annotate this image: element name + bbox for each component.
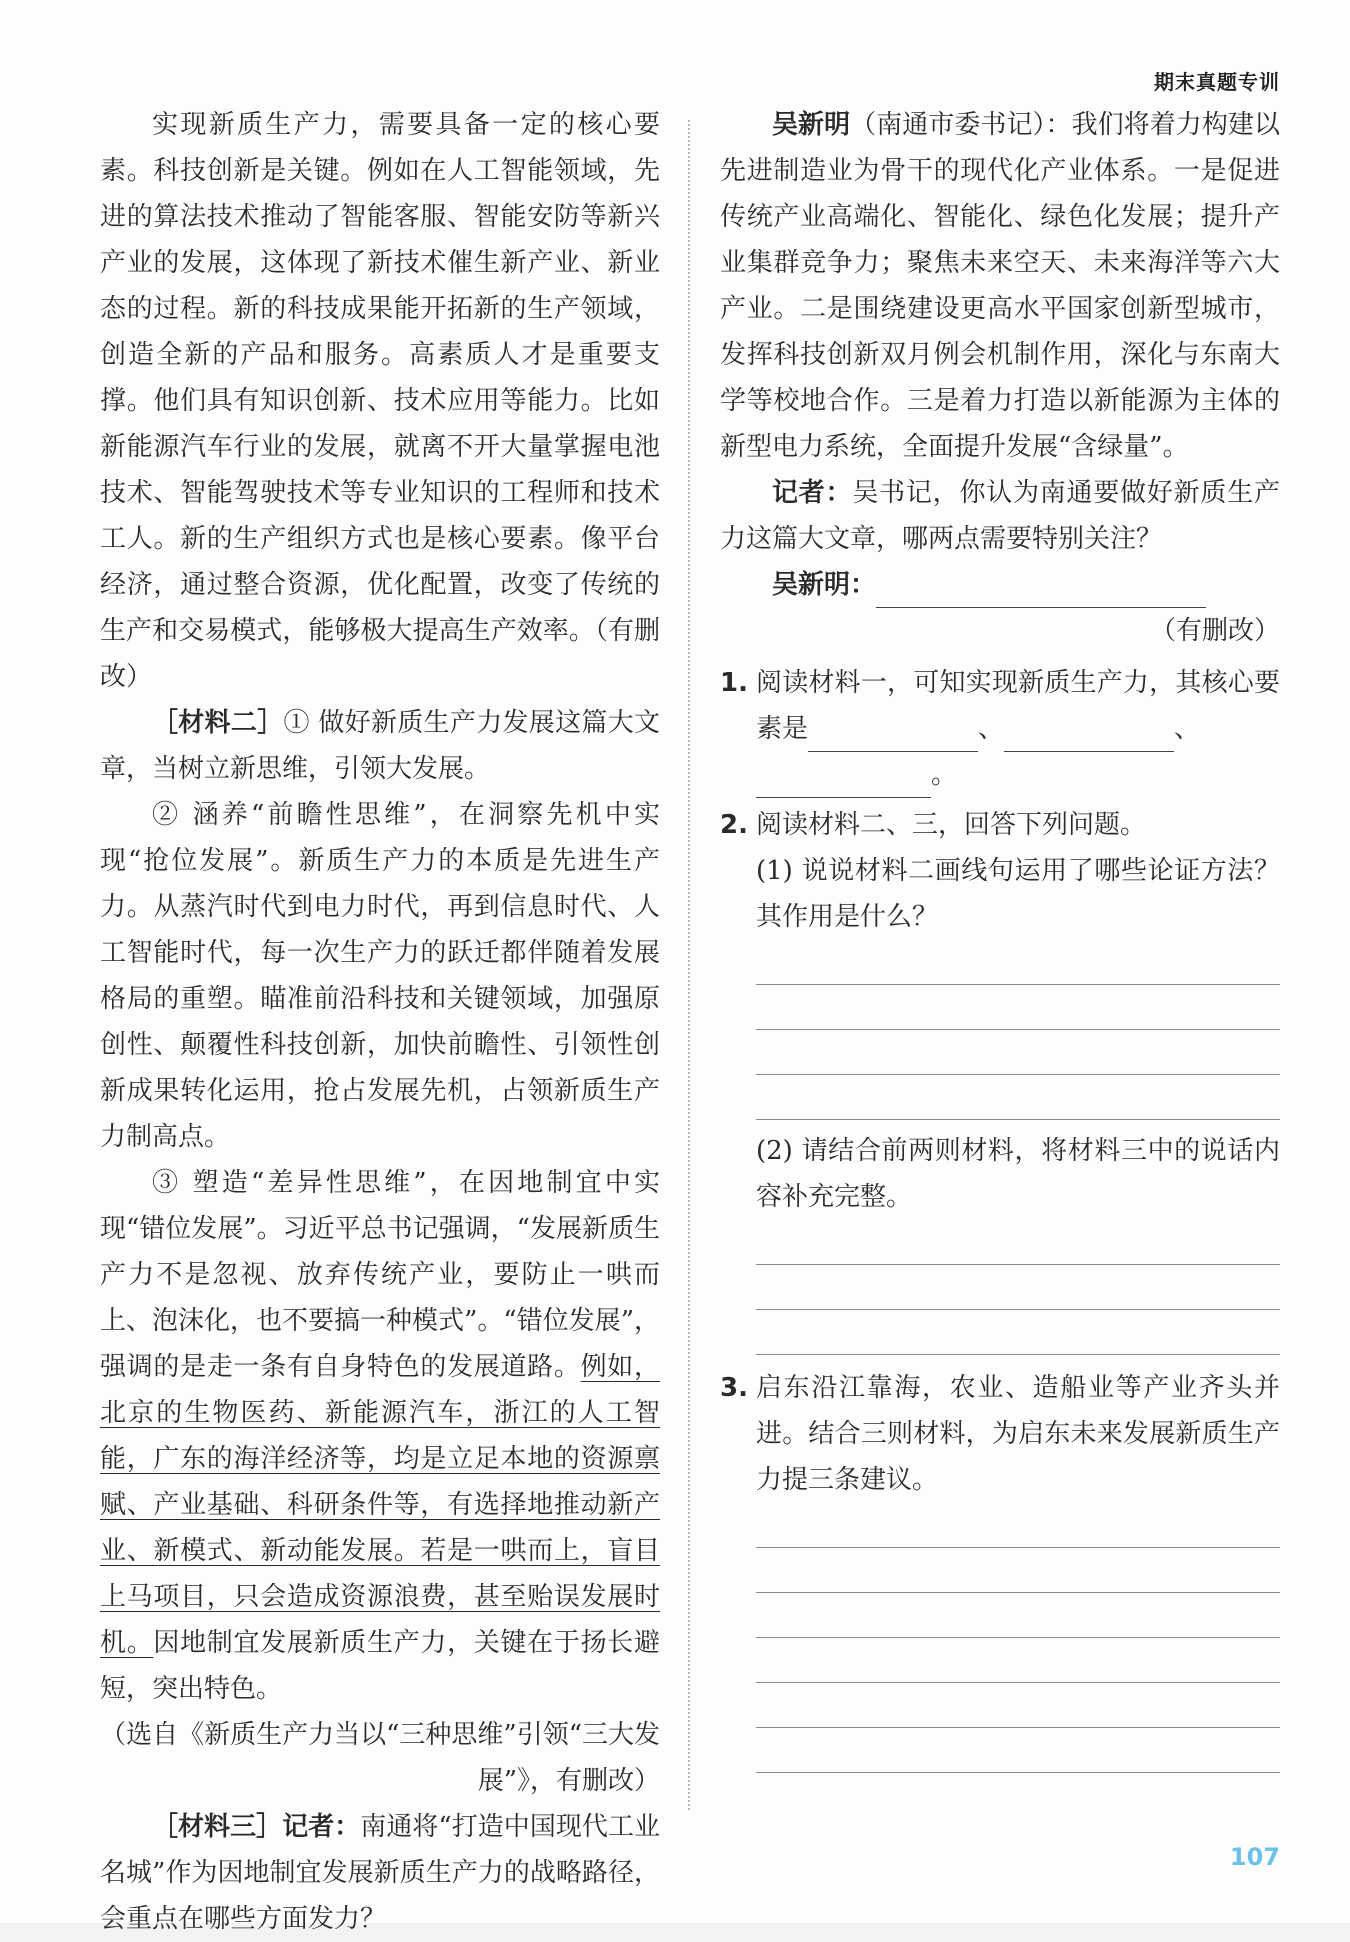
question-3-text: 启东沿江靠海，农业、造船业等产业齐头并进。结合三则材料，为启东未来发展新质生产力提三条建议。 [756,1373,1280,1495]
page-number: 107 [1229,1843,1280,1871]
answer-line[interactable] [756,1728,1280,1773]
material-three-question: 南通将“打造中国现代工业名城”作为因地制宜发展新质生产力的战略路径，会重点在哪些方面发力？ [100,1812,660,1934]
answer-blank-1[interactable] [808,721,978,752]
period: 。 [931,760,958,790]
point-3-text-b: 因地制宜发展新质生产力，关键在于扬长避短，突出特色。 [100,1628,660,1704]
answer-line[interactable] [756,1030,1280,1075]
wu-answer-blank[interactable] [876,577,1206,608]
question-1-number: 1. [720,668,748,698]
material-two-source: （选自《新质生产力当以“三种思维”引领“三大发展”》，有删改） [100,1720,660,1796]
reporter-text: 吴书记，你认为南通要做好新质生产力这篇大文章，哪两点需要特别关注？ [720,478,1280,554]
question-2-number: 2. [720,810,748,840]
question-1 [720,660,1280,798]
question-1-text: 阅读材料一，可知实现新质生产力，其核心要素是 [756,668,1280,744]
answer-line[interactable] [756,1310,1280,1355]
wu-text: 我们将着力构建以先进制造业为骨干的现代化产业体系。一是促进传统产业高端化、智能化、绿色化发展；提升产业集群竞争力；聚焦未来空天、未来海洋等六大产业。二是围绕建设更高水平国家创新型城市，发挥科技创新双月例会机制作用，深化与东南大学等校地合作。三是着力打造以新能源为主体的新型电力系统，全面提升发展“含绿量”。 [720,110,1280,462]
separator: 、 [978,714,1005,744]
answer-line[interactable] [756,1265,1280,1310]
question-3-number: 3. [720,1373,748,1403]
right-column [720,102,1280,1773]
answer-blank-2[interactable] [1004,721,1174,752]
answer-line[interactable] [756,1548,1280,1593]
answer-line[interactable] [756,985,1280,1030]
header-title: 期末真题专训 [1154,70,1280,94]
question-3 [720,1365,1280,1503]
answer-blank-3[interactable] [756,767,931,798]
answer-line[interactable] [756,940,1280,985]
material-two-point-3 [100,1160,660,1712]
material-three-label: ［材料三］ [152,1812,283,1842]
material-two-point-1: ① 做好新质生产力发展这篇大文章，当树立新思维，引领大发展。 [100,708,660,784]
question-2-2: (2) 请结合前两则材料，将材料三中的说话内容补充完整。 [756,1136,1280,1212]
column-divider [688,120,690,1810]
left-column [100,102,660,1942]
reporter-question [720,470,1280,562]
wu-answer-label: 吴新明： [772,570,877,600]
separator: 、 [1174,714,1201,744]
answer-line[interactable] [756,1638,1280,1683]
wu-title: （南通市委书记）： [850,110,1072,140]
reporter-label: 记者： [282,1812,361,1842]
wu-name: 吴新明 [772,110,851,140]
material-one-text: 实现新质生产力，需要具备一定的核心要素。科技创新是关键。例如在人工智能领域，先进的算法技术推动了智能客服、智能安防等新兴产业的发展，这体现了新技术催生新产业、新业态的过程。新的科技成果能开拓新的生产领域，创造全新的产品和服务。高素质人才是重要支撑。他们具有知识创新、技术应用等能力。比如新能源汽车行业的发展，就离不开大量掌握电池技术、智能驾驶技术等专业知识的工程师和技术工人。新的生产组织方式也是核心要素。像平台经济，通过整合资源，优化配置，改变了传统的生产和交易模式，能够极大提高生产效率。（有删改） [100,110,660,692]
material-two-point-2: ② 涵养“前瞻性思维”，在洞察先机中实现“抢位发展”。新质生产力的本质是先进生产力。从蒸汽时代到电力时代，再到信息时代、人工智能时代，每一次生产力的跃迁都伴随着发展格局的重塑。瞄准前沿科技和关键领域，加强原创性、颠覆性科技创新，加快前瞻性、引领性创新成果转化运用，抢占发展先机，占领新质生产力制高点。 [100,800,660,1152]
note-abridged: （有删改） [1149,616,1280,646]
wu-answer [720,562,1280,608]
answer-line[interactable] [756,1683,1280,1728]
question-2-1: (1) 说说材料二画线句运用了哪些论证方法？其作用是什么？ [756,856,1280,932]
wu-statement [720,102,1280,470]
point-3-text-a: ③ 塑造“差异性思维”，在因地制宜中实现“错位发展”。习近平总书记强调，“发展新质生产力不是忽视、放弃传统产业，要防止一哄而上、泡沫化，也不要搞一种模式”。“错位发展”，强调的是走一条有自身特色的发展道路。 [100,1168,660,1382]
material-two-intro [100,700,660,792]
answer-line[interactable] [756,1503,1280,1548]
reporter-label-right: 记者： [772,478,853,508]
underlined-sentence: 例如，北京的生物医药、新能源汽车，浙江的人工智能，广东的海洋经济等，均是立足本地的资源禀赋、产业基础、科研条件等，有选择地推动新产业、新模式、新动能发展。若是一哄而上，盲目上马项目，只会造成资源浪费，甚至贻误发展时机。 [100,1352,660,1658]
question-2-text: 阅读材料二、三，回答下列问题。 [756,810,1147,840]
answer-line[interactable] [756,1220,1280,1265]
material-two-label: ［材料二］ [152,708,284,738]
question-2 [720,802,1280,848]
answer-line[interactable] [756,1075,1280,1120]
material-three-intro [100,1804,660,1942]
answer-line[interactable] [756,1593,1280,1638]
